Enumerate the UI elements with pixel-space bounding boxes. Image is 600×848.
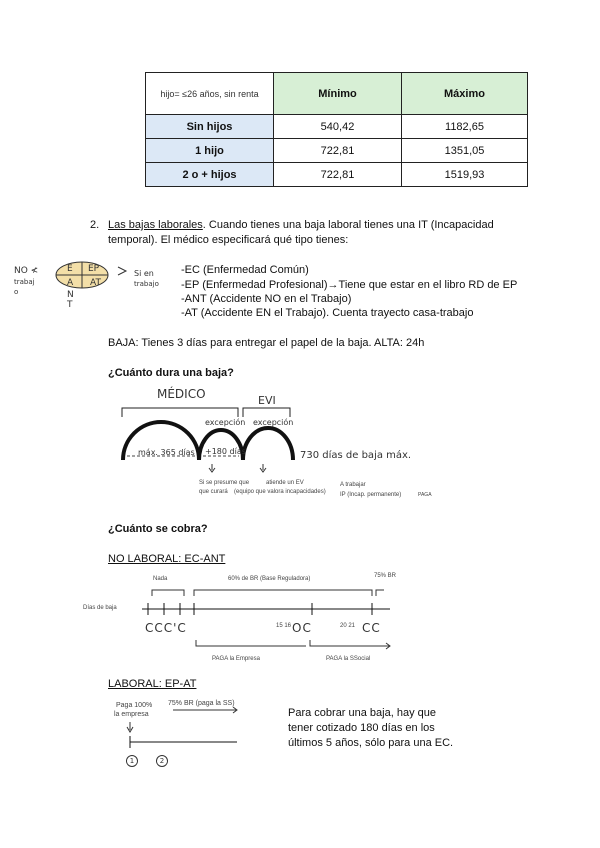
sketch-at: AT [90,278,101,288]
baja-line: BAJA: Tienes 3 días para entregar el papel de la baja. ALTA: 24h [108,337,425,349]
row-label: Sin hijos [146,115,274,139]
label-75-percent: 75% BR [374,573,397,579]
laboral-company: Paga 100% [116,702,153,709]
label-nothing: Nada [153,576,168,582]
q-duration-heading: ¿Cuánto dura una baja? [108,367,234,379]
no-laboral-circles-1: CCC'C [145,621,187,635]
col-min-header: Mínimo [274,73,402,115]
note-to-work: A trabajar [340,482,366,488]
sketch-right-bot: trabajo [134,280,159,288]
table-corner: hijo= ≤26 años, sin renta [146,73,274,115]
cell-max: 1182,65 [402,115,528,139]
cell-min: 722,81 [274,139,402,163]
note-permanent: IP (Incap. permanente) [340,492,402,498]
laboral-title: LABORAL: EP-AT [108,678,197,690]
cell-min: 722,81 [274,163,402,187]
duration-diagram [115,398,415,478]
note-1d: (equipo que valora incapacidades) [234,489,326,495]
label-medico: MÉDICO [157,387,206,401]
no-laboral-circles-3: CC [362,621,381,635]
label-ticks-1: 15 16 [276,623,292,629]
type-ec: -EC (Enfermedad Común) [181,264,309,276]
label-plus180: +180 días [205,447,246,456]
requirement-line-3: últimos 5 años, sólo para una EC. [288,737,454,749]
label-ticks-2: 20 21 [340,623,356,629]
row-label: 1 hijo [146,139,274,163]
sketch-right-top: Si en [134,269,154,278]
minimum-maximum-table [145,72,528,187]
laboral-company-2: la empresa [114,711,149,718]
label-pays-ss: PAGA la SSocial [326,656,371,662]
sketch-a: A [67,278,74,288]
label-max365: máx. 365 días [138,448,195,457]
sketch-n: N [67,290,74,300]
section-text-2: temporal). El médico especificará qué tipo tienes: [108,234,349,246]
sketch-left-mid: trabaj [14,278,35,286]
label-evi: EVI [258,394,276,407]
label-excepcion-2: excepción [253,418,294,427]
label-pays-company: PAGA la Empresa [212,656,260,662]
no-laboral-timeline [140,582,400,654]
no-laboral-circles-2: OC [292,621,312,635]
sketch-t: T [67,300,73,310]
note-1c: que curará [199,489,228,495]
section-line-1 [108,218,494,232]
laboral-ss: 75% BR (paga la SS) [168,700,235,707]
requirement-line-2: tener cotizado 180 días en los [288,722,435,734]
no-laboral-title: NO LABORAL: EC-ANT [108,553,226,565]
note-paga: PAGA [418,492,432,498]
q-pay-heading: ¿Cuánto se cobra? [108,523,208,535]
sketch-left-top: NO ≮ [14,266,39,276]
laboral-circle-2: 2 [156,755,168,767]
cell-min: 540,42 [274,115,402,139]
label-excepcion-1: excepción [205,418,246,427]
sketch-ep: EP [88,264,100,274]
section-title: Las bajas laborales [108,219,203,231]
sketch-e: E [67,264,73,274]
cell-max: 1351,05 [402,139,528,163]
laboral-circle-1: 1 [126,755,138,767]
requirement-line-1: Para cobrar una baja, hay que [288,707,436,719]
sketch-left-bot: o [14,288,19,296]
col-max-header: Máximo [402,73,528,115]
row-label: 2 o + hijos [146,163,274,187]
type-ant: -ANT (Accidente NO en el Trabajo) [181,293,352,305]
section-text-1: . Cuando tienes una baja laboral tienes una IT (Incapacidad [202,219,494,231]
note-1b: atiende un EV [266,480,304,486]
label-max730: 730 días de baja máx. [300,450,412,461]
type-at: -AT (Accidente EN el Trabajo). Cuenta trayecto casa-trabajo [181,307,474,319]
type-ep: -EP (Enfermedad Profesional)→Tiene que estar en el libro RD de EP [181,279,518,291]
cell-max: 1519,93 [402,163,528,187]
note-1a: Si se presume que [199,480,250,486]
label-days: Días de baja [83,605,117,611]
label-60-percent: 60% de BR (Base Reguladora) [228,576,311,582]
section-number: 2. [90,219,100,231]
